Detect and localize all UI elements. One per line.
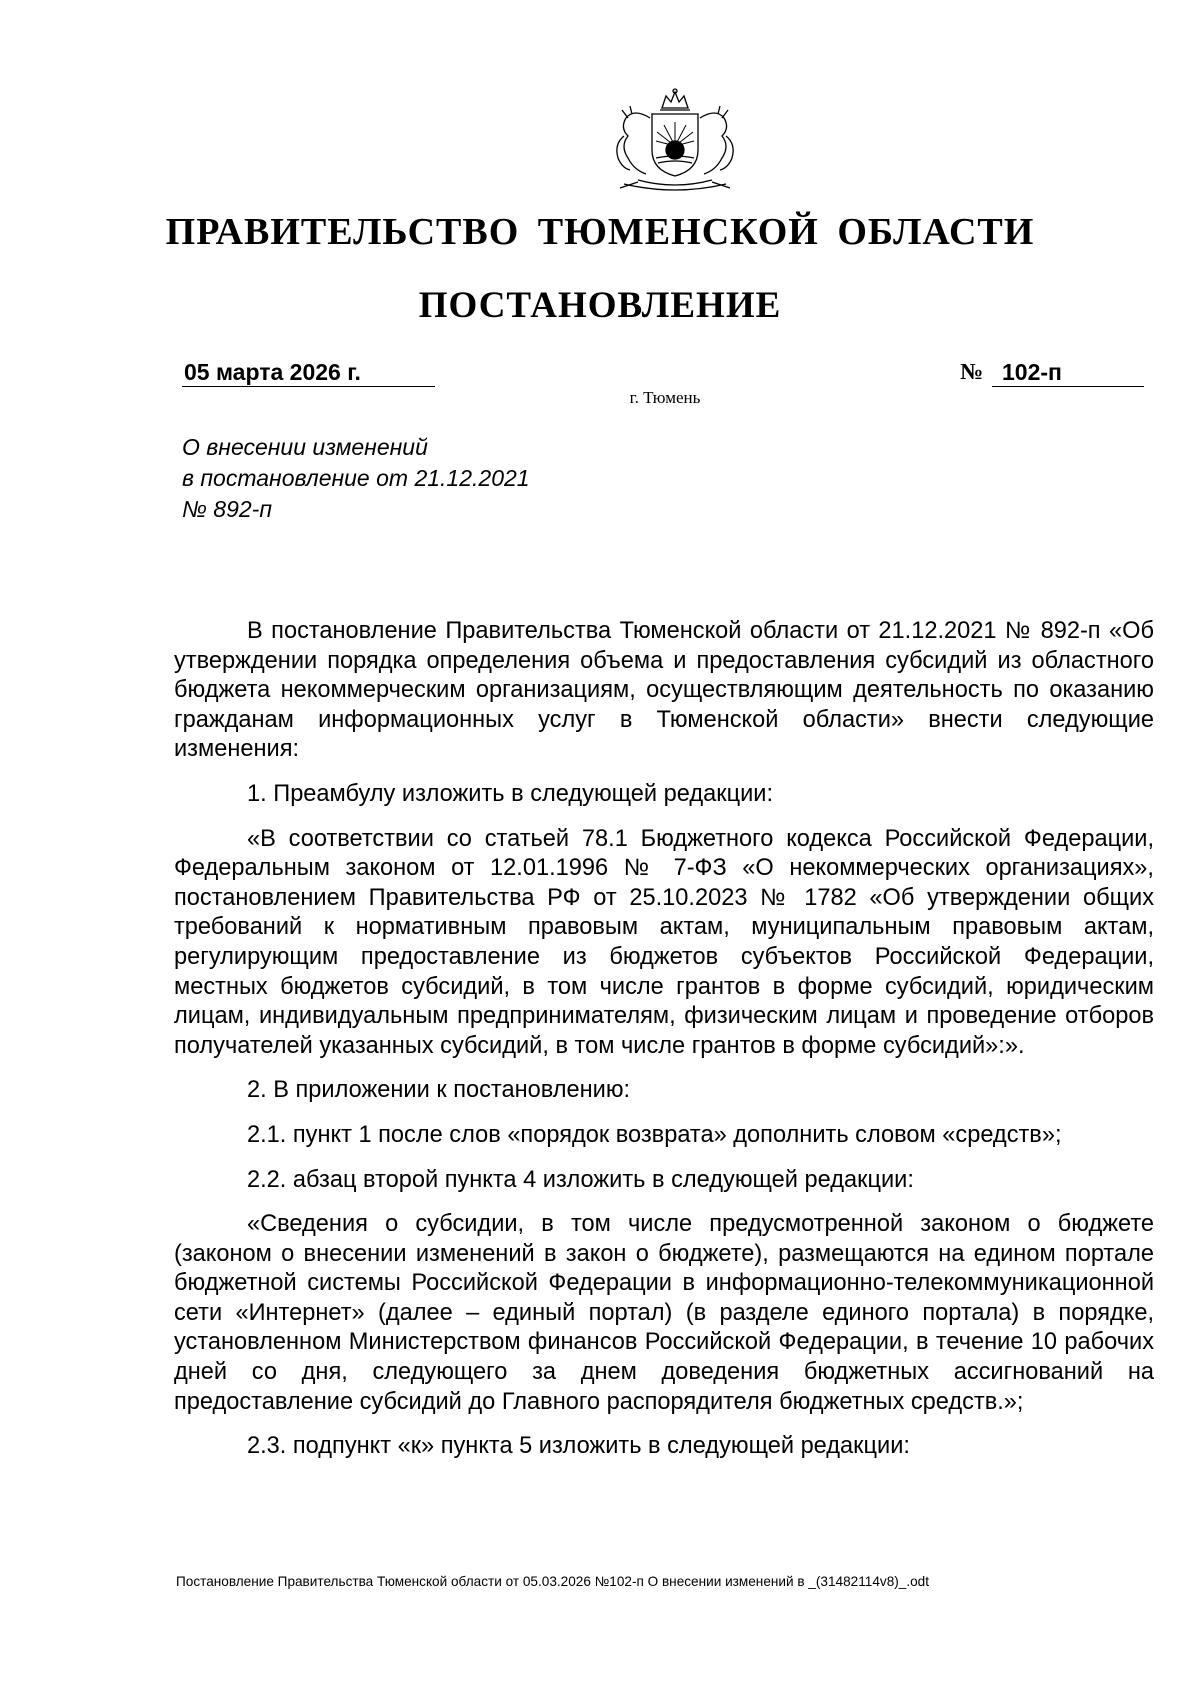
document-date: 05 марта 2026 г. bbox=[182, 357, 435, 387]
document-subject bbox=[182, 432, 530, 525]
government-title: ПРАВИТЕЛЬСТВО ТЮМЕНСКОЙ ОБЛАСТИ bbox=[165, 211, 1035, 253]
body-paragraph: 2.1. пункт 1 после слов «порядок возврата» дополнить словом «средств»; bbox=[247, 1121, 1062, 1148]
body-paragraph: «Сведения о субсидии, в том числе предусмотренной законом о бюджете (законом о внесении изменений в закон о бюджете), размещаются на едином портале бюджетной системы Российской Федерации в информационно-телекоммуникационной сети «Интернет» (далее – единый портал) (в разделе единого портала) в порядке, установленном Министерством финансов Российской Федерации, в течение 10 рабочих дней со дня, следующего за днем доведения бюджетных ассигнований на предоставление субсидий до Главного распорядителя бюджетных средств.»; bbox=[174, 1211, 1154, 1415]
body-paragraph: 2. В приложении к постановлению: bbox=[247, 1077, 631, 1104]
body-paragraph: В постановление Правительства Тюменской области от 21.12.2021 № 892-п «Об утверждении порядка определения объема и предоставления субсидий из областного бюджета некоммерческим организациям, осуществляющим деятельность по оказанию гражданам информационных услуг в Тюменской области» внести следующие изменения: bbox=[174, 618, 1154, 763]
subject-line: О внесении изменений bbox=[182, 434, 428, 460]
document-type: ПОСТАНОВЛЕНИЕ bbox=[418, 285, 782, 326]
page-footer: Постановление Правительства Тюменской области от 05.03.2026 №102-п О внесении изменений в _(31482114v8)_.odt bbox=[176, 1574, 930, 1589]
body-paragraph: 1. Преамбулу изложить в следующей редакции: bbox=[247, 780, 774, 807]
document-body bbox=[174, 617, 1154, 1477]
body-paragraph: 2.2. абзац второй пункта 4 изложить в следующей редакции: bbox=[247, 1166, 914, 1193]
document-number: 102-п bbox=[992, 357, 1144, 387]
city: г. Тюмень bbox=[629, 388, 701, 407]
body-paragraph: 2.3. подпункт «к» пункта 5 изложить в следующей редакции: bbox=[247, 1433, 910, 1460]
number-sign: № bbox=[960, 359, 984, 384]
coat-of-arms-icon bbox=[594, 88, 756, 200]
subject-line: в постановление от 21.12.2021 bbox=[182, 465, 530, 491]
subject-line: № 892-п bbox=[182, 496, 272, 522]
body-paragraph: «В соответствии со статьей 78.1 Бюджетного кодекса Российской Федерации, Федеральным законом от 12.01.1996 № 7-ФЗ «О некоммерческих организациях», постановлением Правительства РФ от 25.10.2023 № 1782 «Об утверждении общих требований к нормативным правовым актам, муниципальным правовым актам, регулирующим предоставление из бюджетов субъектов Российской Федерации, местных бюджетов субсидий, в том числе грантов в форме субсидий, юридическим лицам, индивидуальным предпринимателям, физическим лицам и проведение отборов получателей указанных субсидий, в том числе грантов в форме субсидий»:». bbox=[174, 825, 1154, 1059]
